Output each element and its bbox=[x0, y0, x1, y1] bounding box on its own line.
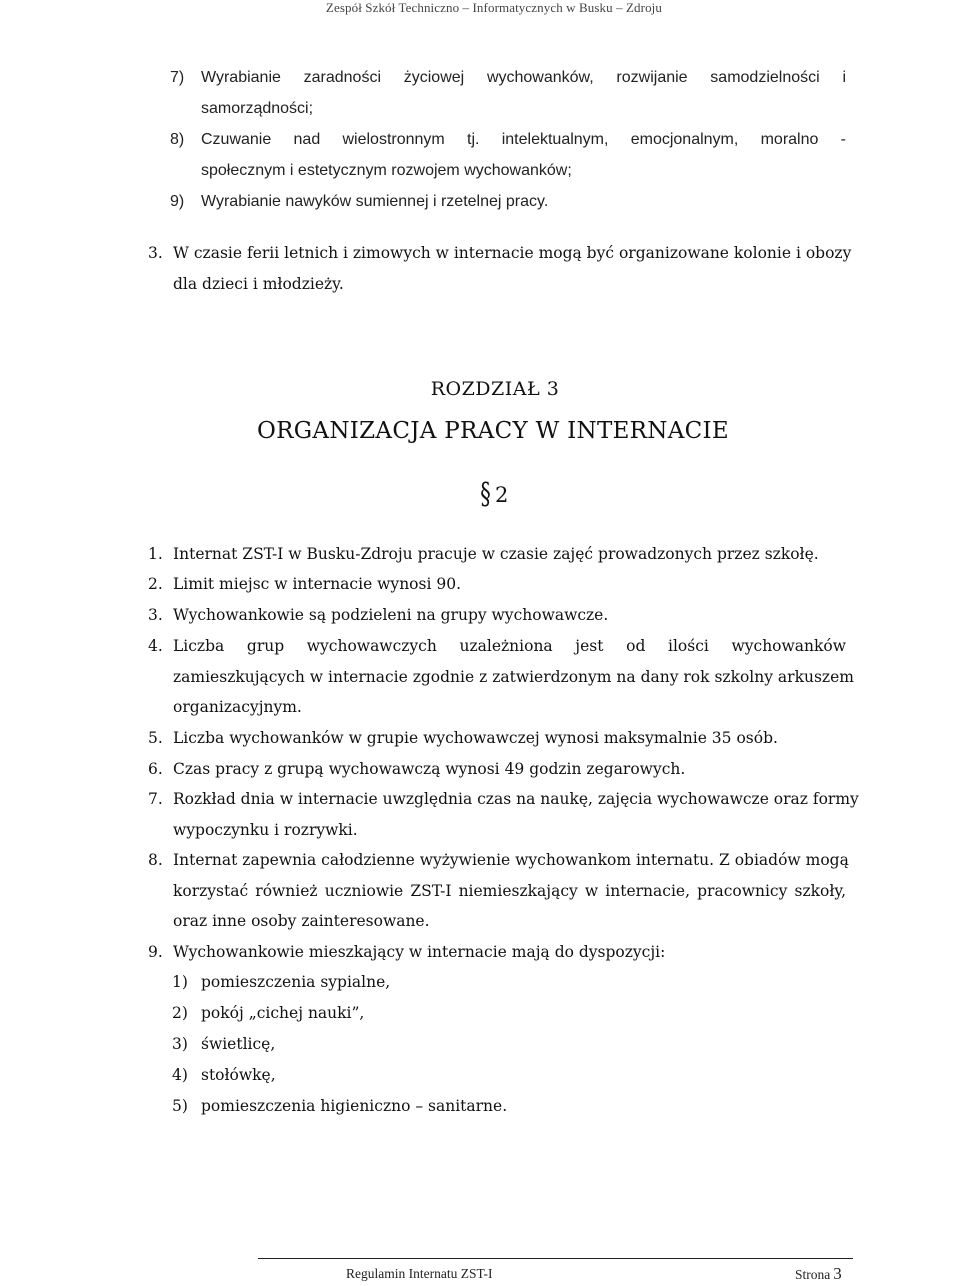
list-item: 7) Wyrabianie zaradności życiowej wychowanków, rozwijanie samodzielności i bbox=[170, 69, 846, 86]
page-number: 3 bbox=[833, 1264, 842, 1283]
paragraph-number: 2 bbox=[495, 483, 509, 507]
paragraph-mark bbox=[478, 477, 538, 512]
numbered-item: 8. Internat zapewnia całodzienne wyżywienie wychowankom internatu. Z obiadów mogą bbox=[148, 851, 849, 869]
numbered-item-continuation: dla dzieci i młodzieży. bbox=[173, 275, 344, 293]
sub-list-item: 5) pomieszczenia higieniczno – sanitarne. bbox=[172, 1097, 508, 1115]
numbered-item: 6. Czas pracy z grupą wychowawczą wynosi 49 godzin zegarowych. bbox=[148, 760, 686, 778]
numbered-item: 3. W czasie ferii letnich i zimowych w internacie mogą być organizowane kolonie i obozy bbox=[148, 244, 852, 262]
numbered-item: 5. Liczba wychowanków w grupie wychowawczej wynosi maksymalnie 35 osób. bbox=[148, 729, 778, 747]
footer-divider bbox=[258, 1258, 853, 1259]
section-sign-icon: § bbox=[480, 477, 491, 512]
numbered-item: 4. Liczba grup wychowawczych uzależniona jest od ilości wychowanków bbox=[148, 637, 846, 655]
sub-list-item: 1) pomieszczenia sypialne, bbox=[172, 973, 391, 991]
sub-list-item: 3) świetlicę, bbox=[172, 1035, 276, 1053]
numbered-item: 9. Wychowankowie mieszkający w internacie mają do dyspozycji: bbox=[148, 943, 666, 961]
numbered-item-continuation: organizacyjnym. bbox=[173, 698, 302, 716]
numbered-item: 3. Wychowankowie są podzieleni na grupy wychowawcze. bbox=[148, 606, 609, 624]
numbered-item: 2. Limit miejsc w internacie wynosi 90. bbox=[148, 575, 461, 593]
footer-document-title: Regulamin Internatu ZST-I bbox=[346, 1266, 493, 1281]
numbered-item-continuation: oraz inne osoby zainteresowane. bbox=[173, 912, 430, 930]
list-item-continuation: społecznym i estetycznym rozwojem wychowanków; bbox=[201, 162, 572, 179]
footer-page-number bbox=[795, 1264, 842, 1284]
numbered-item-continuation: korzystać również uczniowie ZST-I niemieszkający w internacie, pracownicy szkoły, bbox=[173, 882, 846, 900]
sub-list-item: 2) pokój „cichej nauki”, bbox=[172, 1004, 365, 1022]
sub-list-item: 4) stołówkę, bbox=[172, 1066, 276, 1084]
numbered-item-continuation: wypoczynku i rozrywki. bbox=[173, 821, 358, 839]
numbered-item-continuation: zamieszkujących w internacie zgodnie z zatwierdzonym na dany rok szkolny arkuszem bbox=[173, 668, 854, 686]
list-item: 9) Wyrabianie nawyków sumiennej i rzetelnej pracy. bbox=[170, 193, 549, 210]
numbered-item: 1. Internat ZST-I w Busku-Zdroju pracuje w czasie zajęć prowadzonych przez szkołę. bbox=[148, 545, 819, 563]
page-header: Zespół Szkół Techniczno – Informatycznych w Busku – Zdroju bbox=[325, 0, 662, 15]
list-item: 8) Czuwanie nad wielostronnym tj. intelektualnym, emocjonalnym, moralno - bbox=[170, 131, 846, 148]
numbered-item: 7. Rozkład dnia w internacie uwzględnia czas na naukę, zajęcia wychowawcze oraz formy bbox=[148, 790, 859, 808]
chapter-title: ORGANIZACJA PRACY W INTERNACIE bbox=[256, 418, 729, 444]
chapter-number: ROZDZIAŁ 3 bbox=[430, 378, 560, 400]
footer-page-label: Strona bbox=[795, 1267, 831, 1282]
list-item-continuation: samorządności; bbox=[201, 100, 314, 117]
